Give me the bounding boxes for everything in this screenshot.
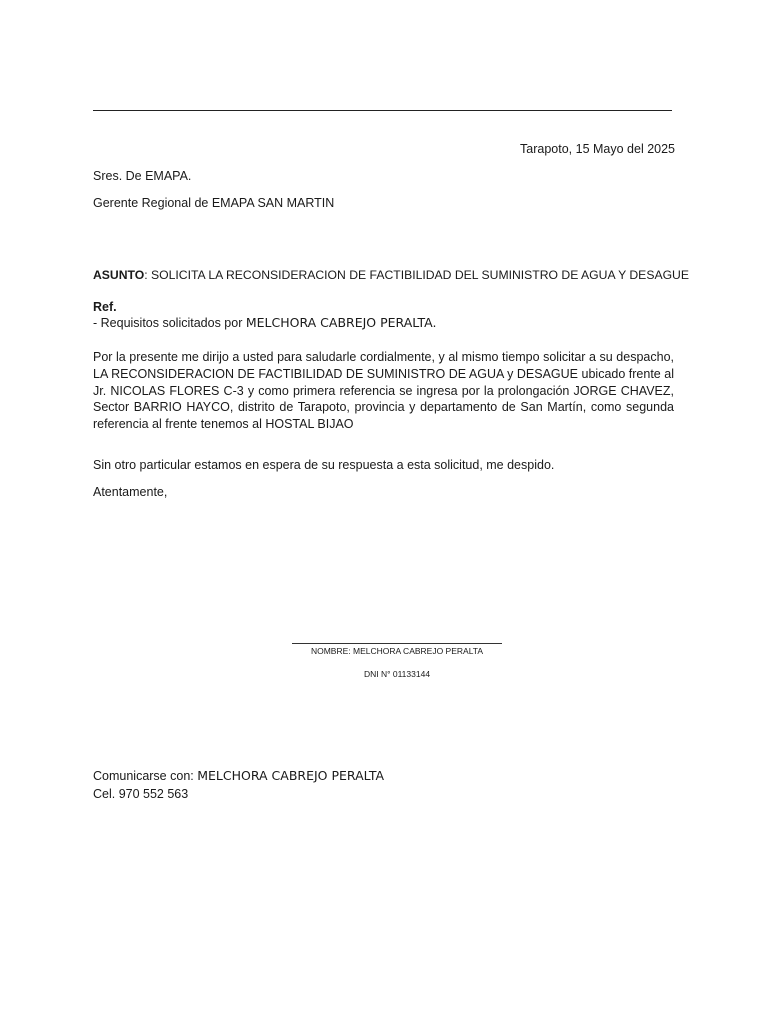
subject-label: ASUNTO [93,268,145,282]
contact-prefix: Comunicarse con: [93,769,198,783]
closing-line: Sin otro particular estamos en espera de su respuesta a esta solicitud, me despido. [93,458,555,472]
recipient-line: Sres. De EMAPA. [93,169,192,183]
ref-line [93,315,437,330]
header-rule [93,110,672,111]
contact-line [93,768,384,783]
regards-line: Atentamente, [93,485,168,499]
contact-name: MELCHORA CABREJO PERALTA [197,768,385,783]
signature-name: NOMBRE: MELCHORA CABREJO PERALTA [310,646,484,656]
letter-date: Tarapoto, 15 Mayo del 2025 [520,142,675,156]
contact-phone: Cel. 970 552 563 [93,787,189,801]
signature-dni: DNI N° 01133144 [363,669,431,679]
subject-text: : SOLICITA LA RECONSIDERACION DE FACTIBILIDAD DEL SUMINISTRO DE AGUA Y DESAGUE [144,268,689,282]
manager-line: Gerente Regional de EMAPA SAN MARTIN [93,196,335,210]
ref-name: MELCHORA CABREJO PERALTA. [245,315,437,330]
subject-line [93,268,689,282]
body-paragraph: Por la presente me dirijo a usted para saludarle cordialmente, y al mismo tiempo solicitar a su despacho, LA RECONSIDERACION DE FACTIBILIDAD DE SUMINISTRO DE AGUA y DESAGUE ubicado frente al Jr. NICOLAS FLORES C-3 y como primera referencia se ingresa por la prolongación JORGE CHAVEZ, Sector BARRIO HAYCO, distrito de Tarapoto, provincia y departamento de San Martín, como segunda referencia al frente tenemos al HOSTAL BIJAO [93,350,674,432]
signature-line [292,643,502,644]
ref-label: Ref. [93,300,117,314]
ref-prefix: - Requisitos solicitados por [93,316,246,330]
